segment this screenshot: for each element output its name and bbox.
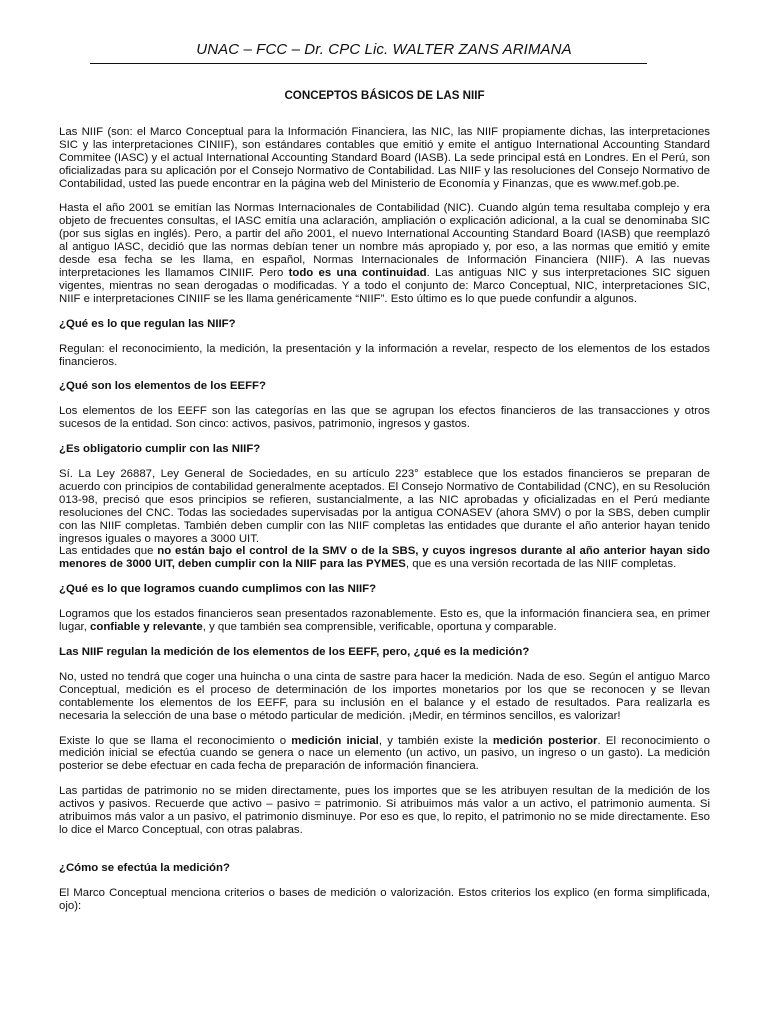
answer-paragraph: No, usted no tendrá que coger una huincha o una cinta de sastre para hacer la medición. Nada de eso. Según el antiguo Marco Conceptual, medición es el proceso de determinación de los importes monetarios por los que se reconocen y se llevan contablemente los elementos de los EEFF, para su inclusión en el balance y el estado de resultados. Para realizarla es necesaria la selección de una base o método particular de medición. ¡Medir, en términos sencillos, es valorizar! [59, 670, 710, 722]
answer-paragraph: Regulan: el reconocimiento, la medición, la presentación y la información a revelar, respecto de los elementos de los estados financieros. [59, 342, 710, 368]
bold-text: todo es una continuidad [288, 266, 427, 279]
text-span: Sí. La Ley 26887, Ley General de Sociedades, en su artículo 223° establece que los estados financieros se preparan de acuerdo con principios de contabilidad generalmente aceptados. El Consejo Normativo de Contabilidad (CNC), en su Resolución 013-98, precisó que esos principios se refieren, sustancialmente, a las NIC aprobadas y oficializadas en el Perú mediante resoluciones del CNC. Todas las sociedades supervisadas por la antigua CONASEV (ahora SMV) o por la SBS, deben cumplir con las NIIF completas. También deben cumplir con las NIIF completas las entidades que durante el año anterior hayan tenido ingresos iguales o mayores a 3000 UIT. [59, 468, 710, 545]
answer-paragraph [59, 608, 710, 634]
text-span: , y también existe la [378, 734, 493, 747]
bold-text: medición posterior [492, 734, 598, 747]
text-span: , que es una versión recortada de las NIIF completas. [405, 558, 677, 571]
bold-text: no están bajo el control de la SMV o de la SBS, y cuyos ingresos durante al año anterior hayan sido menores de 3000 UIT, deben cumplir con la NIIF para las PYMES [59, 545, 710, 571]
page-header: UNAC – FCC – Dr. CPC Lic. WALTER ZANS ARIMANA [196, 41, 572, 58]
text-span: , y que también sea comprensible, verificable, oportuna y comparable. [202, 621, 557, 634]
answer-paragraph: El Marco Conceptual menciona criterios o bases de medición o valorización. Estos criterios los explico (en forma simplificada, ojo): [59, 886, 710, 912]
question-heading: ¿Qué es lo que regulan las NIIF? [59, 317, 236, 330]
text-span: Las entidades que [59, 545, 158, 558]
answer-paragraph [59, 735, 710, 774]
document-body [59, 90, 710, 925]
question-heading: ¿Es obligatorio cumplir con las NIIF? [59, 443, 261, 456]
document-title: CONCEPTOS BÁSICOS DE LAS NIIF [284, 89, 485, 102]
question-heading: ¿Cómo se efectúa la medición? [59, 861, 230, 874]
text-span: . Las antiguas NIC y sus interpretaciones SIC siguen vigentes, mientras no sean derogadas o modificadas. Y a todo el conjunto de: Marco Conceptual, NIC, interpretaciones SIC, NIIF e interpretaciones CINIIF se les llama genéricamente “NIIF”. Esto último es lo que puede confundir a algunos. [59, 266, 710, 305]
header-divider [90, 63, 647, 64]
bold-text: medición inicial [291, 734, 379, 747]
text-span: . El reconocimiento o medición inicial se efectúa cuando se genera o nace un elemento (un activo, un pasivo, un ingreso o un gasto). La medición posterior se debe efectuar en cada fecha de preparación de información financiera. [59, 734, 710, 773]
text-span: Logramos que los estados financieros sean presentados razonablemente. Esto es, que la información financiera sea, en primer lugar, [59, 608, 710, 634]
text-span: Hasta el año 2001 se emitían las Normas Internacionales de Contabilidad (NIC). Cuando algún tema resultaba complejo y era objeto de frecuentes consultas, el IASC emitía una aclaración, ampliación o explicación adicional, a la cual se denominaba SIC (por sus siglas en inglés). Pero, a partir del año 2001, el nuevo International Accounting Standard Board (IASB) que reemplazó al antiguo IASC, decidió que las normas debían tener un nombre más apropiado y, por eso, a las normas que emitió y emite desde esa fecha se les llama, en español, Normas Internacionales de Información Financiera (NIIF). A las nuevas interpretaciones les llamamos CINIIF. Pero [59, 202, 710, 279]
answer-paragraph: Los elementos de los EEFF son las categorías en las que se agrupan los efectos financieros de las transacciones y otros sucesos de la entidad. Son cinco: activos, pasivos, patrimonio, ingresos y gastos. [59, 405, 710, 431]
answer-paragraph: Las partidas de patrimonio no se miden directamente, pues los importes que se les atribuyen resultan de la medición de los activos y pasivos. Recuerde que activo – pasivo = patrimonio. Si atribuimos más valor a un activo, el patrimonio aumenta. Si atribuimos más valor a un pasivo, el patrimonio disminuye. Por eso es que, lo repito, el patrimonio no se mide directamente. Eso lo dice el Marco Conceptual, con otras palabras. [59, 785, 710, 836]
paragraph-niif-intro: Las NIIF (son: el Marco Conceptual para la Información Financiera, las NIC, las NIIF propiamente dichas, las interpretaciones SIC y las interpretaciones CINIIF), son estándares contables que emitió y emite el antiguo International Accounting Standard Commitee (IASC) y el actual International Accounting Standard Board (IASB). La sede principal está en Londres. En el Perú, son oficializadas para su aplicación por el Consejo Normativo de Contabilidad. Las NIIF y las resoluciones del Consejo Normativo de Contabilidad, usted las puede encontrar en la página web del Ministerio de Economía y Finanzas, que es www.mef.gob.pe. [59, 125, 710, 190]
paragraph-niif-history [59, 202, 710, 305]
bold-text: confiable y relevante [90, 621, 203, 634]
question-heading: ¿Qué son los elementos de los EEFF? [59, 380, 266, 393]
answer-paragraph [59, 468, 710, 571]
question-heading: Las NIIF regulan la medición de los elementos de los EEFF, pero, ¿qué es la medición? [59, 646, 530, 658]
question-heading: ¿Qué es lo que logramos cuando cumplimos con las NIIF? [59, 583, 377, 596]
text-span: Existe lo que se llama el reconocimiento o [59, 734, 292, 747]
